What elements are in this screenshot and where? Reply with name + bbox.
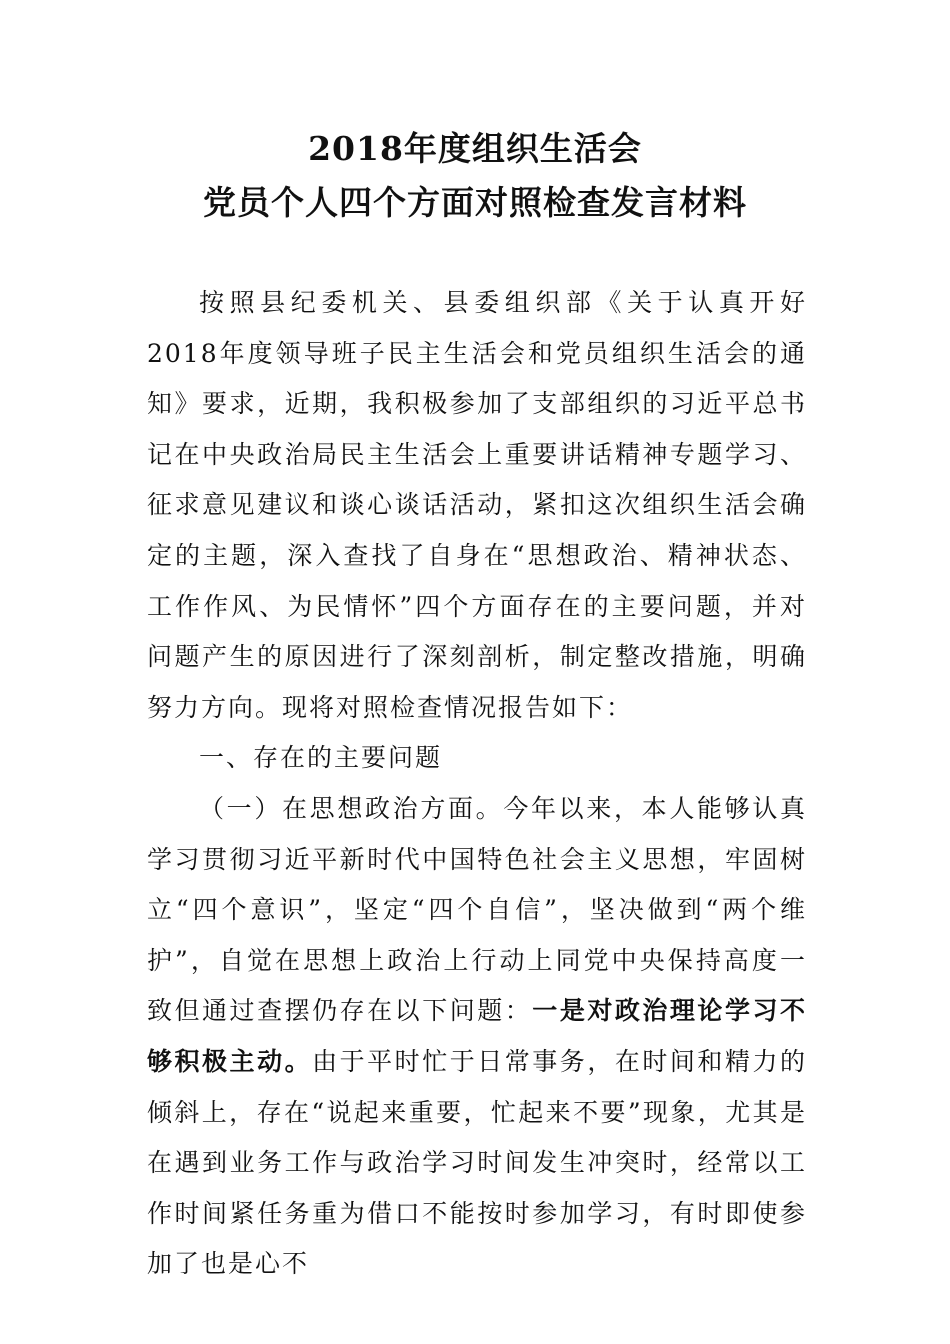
section-heading-1: 一、存在的主要问题 bbox=[199, 743, 443, 773]
intro-paragraph: 按照县纪委机关、县委组织部《关于认真开好2018年度领导班子民主生活会和党员组织生活会的通知》要求，近期，我积极参加了支部组织的习近平总书记在中央政治局民主生活会上重要讲话精神专题学习、征求意见建议和谈心谈话活动，紧扣这次组织生活会确定的主题，深入查找了自身在“思想政治、精神状态、工作作风、为民情怀”四个方面存在的主要问题，并对问题产生的原因进行了深刻剖析，制定整改措施，明确努力方向。现将对照检查情况报告如下： bbox=[147, 288, 807, 722]
document-title bbox=[0, 122, 950, 230]
title-line-1: 2018年度组织生活会 bbox=[308, 129, 642, 168]
subsection-text: 今年以来，本人能够认真学习贯彻习近平新时代中国特色社会主义思想，牢固树立“四个意识”，坚定“四个自信”，坚决做到“两个维护”，自觉在思想上政治上行动上同党中央保持高度一致但通过查摆仍存在以下问题： bbox=[147, 793, 807, 1026]
issue-1-text: 由于平时忙于日常事务，在时间和精力的倾斜上，存在“说起来重要，忙起来不要”现象，尤其是在遇到业务工作与政治学习时间发生冲突时，经常以工作时间紧任务重为借口不能按时参加学习，有时即使参加了也是心不 bbox=[147, 1046, 807, 1279]
title-line-2: 党员个人四个方面对照检查发言材料 bbox=[203, 183, 747, 222]
document-body bbox=[147, 278, 807, 1290]
issue-1-bold: 一是对政治理论学习不够积极主动。 bbox=[147, 996, 807, 1076]
subsection-label: （一）在思想政治方面。 bbox=[199, 793, 504, 823]
subsection-paragraph-1 bbox=[147, 784, 807, 1290]
